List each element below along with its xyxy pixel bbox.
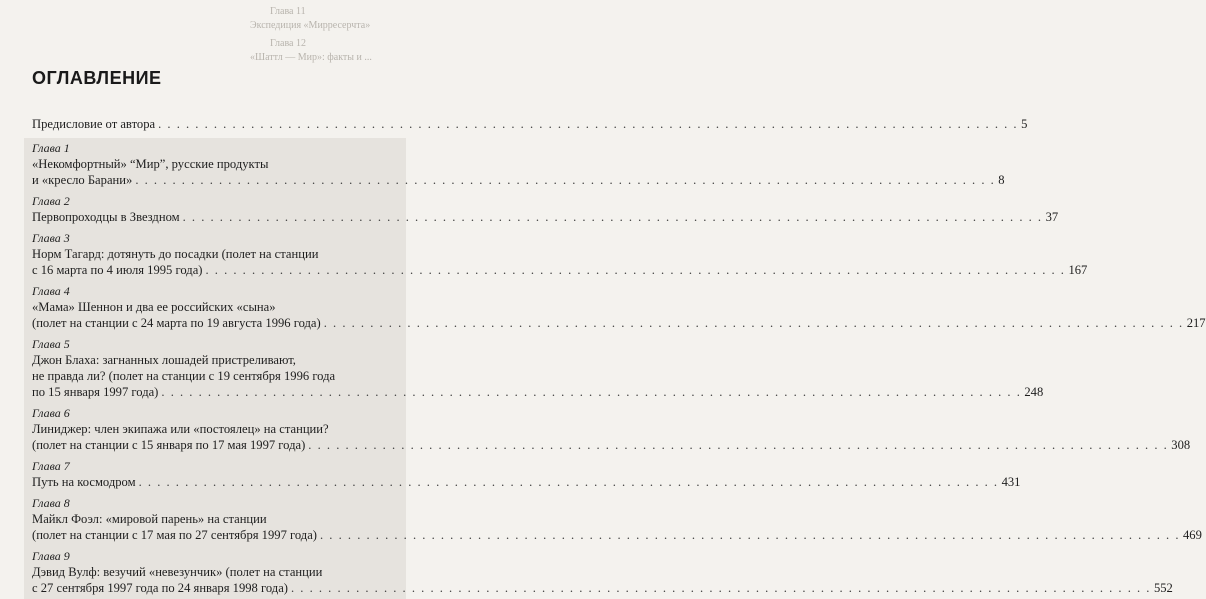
entry-title: с 16 марта по 4 июля 1995 года) xyxy=(32,263,203,277)
entry-title: (полет на станции с 17 мая по 27 сентября 1997 года) xyxy=(32,528,317,542)
page-title: ОГЛАВЛЕНИЕ xyxy=(32,68,162,88)
dot-leader xyxy=(320,527,1180,543)
bleed-line: Глава 11 xyxy=(270,6,306,17)
toc-line xyxy=(32,209,1059,225)
dot-leader xyxy=(161,384,1021,400)
bleed-line: Экспедиция «Мирресерчта» xyxy=(250,20,371,31)
dot-leader xyxy=(291,580,1151,596)
chapter-label: Глава 3 xyxy=(32,231,70,245)
chapter-label: Глава 9 xyxy=(32,549,70,563)
entry-title: по 15 января 1997 года) xyxy=(32,385,159,399)
toc-line xyxy=(32,527,1202,543)
entry-title-line: Джон Блаха: загнанных лошадей пристреливают, xyxy=(32,353,296,367)
dot-leader xyxy=(205,262,1065,278)
chapter-label: Глава 2 xyxy=(32,194,70,208)
chapter-label: Глава 4 xyxy=(32,284,70,298)
dot-leader xyxy=(308,437,1168,453)
page-number: 469 xyxy=(1182,528,1202,542)
entry-title: (полет на станции с 24 марта по 19 августа 1996 года) xyxy=(32,316,321,330)
dot-leader xyxy=(135,172,995,188)
dot-leader xyxy=(183,209,1043,225)
page-number: 8 xyxy=(998,173,1005,187)
toc-entry-chapter-8 xyxy=(32,493,1202,546)
toc-line xyxy=(32,116,1028,132)
entry-title-line: «Некомфортный» “Мир”, русские продукты xyxy=(32,157,269,171)
toc-line xyxy=(32,262,1088,278)
toc-entry-chapter-5 xyxy=(32,334,1044,403)
entry-title: Первопроходцы в Звездном xyxy=(32,210,180,224)
entry-title: и «кресло Барани» xyxy=(32,173,133,187)
toc-line xyxy=(32,315,1206,331)
entry-title-line: Линиджер: член экипажа или «постоялец» на станции? xyxy=(32,422,329,436)
page-number: 37 xyxy=(1045,210,1059,224)
page-number: 431 xyxy=(1001,475,1021,489)
toc-entry-chapter-3 xyxy=(32,228,1088,281)
dot-leader xyxy=(139,474,999,490)
page-number: 5 xyxy=(1021,117,1028,131)
toc-entry-chapter-1 xyxy=(32,138,1005,191)
page-number: 167 xyxy=(1068,263,1088,277)
chapter-label: Глава 7 xyxy=(32,459,70,473)
toc-line xyxy=(32,172,1005,188)
entry-title-line: не правда ли? (полет на станции с 19 сентября 1996 года xyxy=(32,369,336,383)
entry-title-line: Майкл Фоэл: «мировой парень» на станции xyxy=(32,512,267,526)
page-number: 308 xyxy=(1171,438,1191,452)
chapter-label: Глава 5 xyxy=(32,337,70,351)
toc-line xyxy=(32,384,1044,400)
toc-entry-chapter-2 xyxy=(32,191,1059,228)
dot-leader xyxy=(324,315,1184,331)
entry-title-line: Дэвид Вулф: везучий «невезунчик» (полет на станции xyxy=(32,565,323,579)
table-of-contents xyxy=(32,114,1206,599)
bleed-line: Глава 12 xyxy=(270,38,306,49)
chapter-label: Глава 8 xyxy=(32,496,70,510)
page-number: 552 xyxy=(1153,581,1173,595)
toc-entry-chapter-7 xyxy=(32,456,1021,493)
toc-line xyxy=(32,580,1173,596)
dot-leader xyxy=(158,116,1018,132)
chapter-label: Глава 6 xyxy=(32,406,70,420)
toc-entry-preface xyxy=(32,114,1028,138)
entry-title: с 27 сентября 1997 года по 24 января 1998 года) xyxy=(32,581,288,595)
page-number: 217 xyxy=(1186,316,1206,330)
bleed-through-text xyxy=(0,0,416,63)
entry-title: Предисловие от автора xyxy=(32,117,156,131)
entry-title: (полет на станции с 15 января по 17 мая 1997 года) xyxy=(32,438,306,452)
toc-line xyxy=(32,474,1021,490)
entry-title: Путь на космодром xyxy=(32,475,136,489)
entry-title-line: Норм Тагард: дотянуть до посадки (полет на станции xyxy=(32,247,319,261)
page-number: 248 xyxy=(1024,385,1044,399)
toc-entry-chapter-6 xyxy=(32,403,1191,456)
bleed-line: «Шаттл — Мир»: факты и ... xyxy=(250,52,372,63)
chapter-label: Глава 1 xyxy=(32,141,70,155)
toc-entry-chapter-4 xyxy=(32,281,1206,334)
toc-line xyxy=(32,437,1191,453)
toc-entry-chapter-9 xyxy=(32,546,1173,599)
entry-title-line: «Мама» Шеннон и два ее российских «сына» xyxy=(32,300,276,314)
